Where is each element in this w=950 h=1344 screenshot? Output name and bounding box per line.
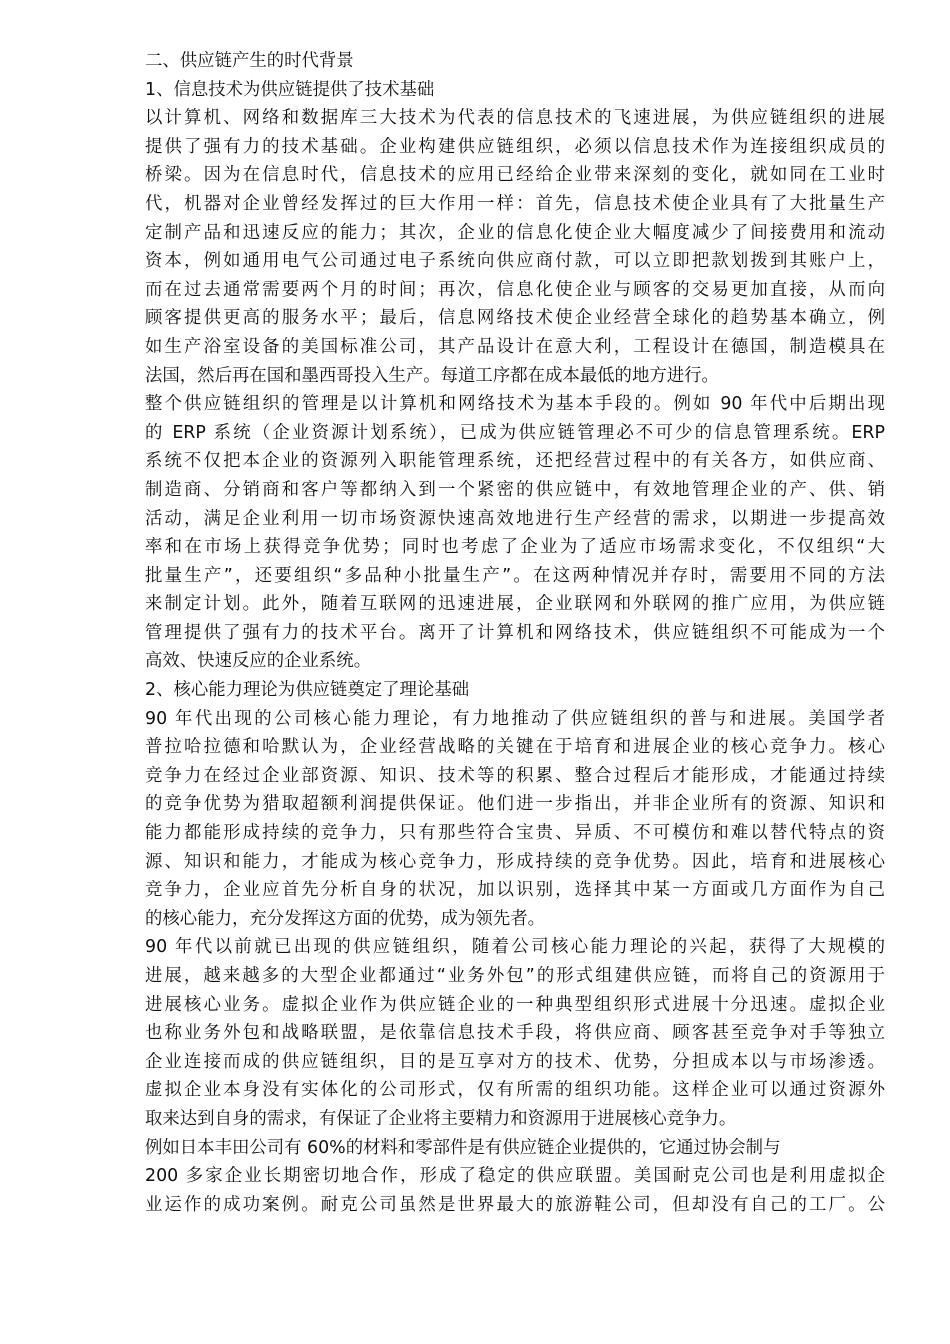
- paragraph-line: 以计算机、网络和数据库三大技术为代表的信息技术的飞速进展，为供应链组织的进展: [145, 108, 885, 129]
- paragraph-line: 的竞争优势为猎取超额利润提供保证。他们进一步指出，并非企业所有的资源、知识和: [145, 794, 885, 815]
- paragraph-line: 系统不仅把本企业的资源列入职能管理系统，还把经营过程中的有关各方，如供应商、: [145, 451, 885, 472]
- paragraph-line: 定制产品和迅速反应的能力；其次，企业的信息化使企业大幅度减少了间接费用和流动: [145, 222, 885, 243]
- paragraph-line: 竞争力，企业应首先分析自身的状况，加以识别，选择其中某一方面或几方面作为自己: [145, 880, 885, 901]
- paragraph-line: 管理提供了强有力的技术平台。离开了计算机和网络技术，供应链组织不可能成为一个: [145, 622, 885, 643]
- paragraph-line: 的 ERP 系统（企业资源计划系统），已成为供应链管理必不可少的信息管理系统。ERP: [145, 422, 885, 443]
- paragraph-line: 业运作的成功案例。耐克公司虽然是世界最大的旅游鞋公司，但却没有自己的工厂。公: [145, 1194, 885, 1215]
- paragraph-line: 而在过去通常需要两个月的时间；再次，信息化使企业与顾客的交易更加直接，从而向: [145, 279, 885, 300]
- paragraph-line: 高效、快速反应的企业系统。: [145, 651, 372, 672]
- paragraph-line: 也称业务外包和战略联盟，是依靠信息技术手段，将供应商、顾客甚至竞争对手等独立: [145, 1023, 885, 1044]
- subsection-title-1: 1、信息技术为供应链提供了技术基础: [145, 79, 435, 100]
- paragraph-line: 法国，然后再在国和墨西哥投入生产。每道工序都在成本最低的地方进行。: [145, 365, 719, 386]
- paragraph-line: 例如日本丰田公司有 60%的材料和零部件是有供应链企业提供的，它通过协会制与: [145, 1137, 781, 1158]
- paragraph-line: 普拉哈拉德和哈默认为，企业经营战略的关键在于培育和进展企业的核心竞争力。核心: [145, 737, 885, 758]
- paragraph-line: 的核心能力，充分发挥这方面的优势，成为领先者。: [145, 908, 545, 929]
- paragraph-line: 提供了强有力的技术基础。企业构建供应链组织，必须以信息技术作为连接组织成员的: [145, 136, 885, 157]
- paragraph-line: 桥梁。因为在信息时代，信息技术的应用已经给企业带来深刻的变化，就如同在工业时: [145, 165, 885, 186]
- paragraph-line: 活动，满足企业利用一切市场资源快速高效地进行生产经营的需求，以期进一步提高效: [145, 508, 885, 529]
- paragraph-line: 进展，越来越多的大型企业都通过“业务外包”的形式组建供应链，而将自己的资源用于: [145, 966, 885, 986]
- paragraph-line: 资本，例如通用电气公司通过电子系统向供应商付款，可以立即把款划拨到其账户上，: [145, 251, 885, 272]
- subsection-title-2: 2、核心能力理论为供应链奠定了理论基础: [145, 680, 470, 701]
- paragraph-1: [145, 104, 885, 390]
- section-title: 二、供应链产生的时代背景: [145, 51, 354, 71]
- paragraph-4: [145, 933, 885, 1133]
- paragraph-line: 取来达到自身的需求，有保证了企业将主要精力和资源用于进展核心竞争力。: [145, 1108, 737, 1129]
- paragraph-line: 源、知识和能力，才能成为核心竞争力，形成持续的竞争优势。因此，培育和进展核心: [145, 851, 885, 872]
- paragraph-line: 90 年代出现的公司核心能力理论，有力地推动了供应链组织的普与和进展。美国学者: [145, 708, 885, 729]
- paragraph-line: 来制定计划。此外，随着互联网的迅速进展，企业联网和外联网的推广应用，为供应链: [145, 594, 885, 615]
- paragraph-line: 制造商、分销商和客户等都纳入到一个紧密的供应链中，有效地管理企业的产、供、销: [145, 479, 885, 500]
- paragraph-line: 企业连接而成的供应链组织，目的是互享对方的技术、优势，分担成本以与市场渗透。: [145, 1051, 885, 1072]
- paragraph-line: 如生产浴室设备的美国标准公司，其产品设计在意大利，工程设计在德国，制造模具在: [145, 336, 885, 357]
- paragraph-line: 顾客提供更高的服务水平；最后，信息网络技术使企业经营全球化的趋势基本确立，例: [145, 308, 885, 329]
- paragraph-line: 整个供应链组织的管理是以计算机和网络技术为基本手段的。例如 90 年代中后期出现: [145, 394, 885, 415]
- paragraph-line: 批量生产”，还要组织“多品种小批量生产”。在这两种情况并存时，需要用不同的方法: [145, 565, 885, 586]
- paragraph-5: [145, 1134, 885, 1220]
- paragraph-line: 代，机器对企业曾经发挥过的巨大作用一样：首先，信息技术使企业具有了大批量生产: [145, 193, 885, 214]
- document-body: [145, 47, 885, 1219]
- paragraph-line: 虚拟企业本身没有实体化的公司形式，仅有所需的组织功能。这样企业可以通过资源外: [145, 1080, 885, 1101]
- paragraph-3: [145, 705, 885, 934]
- paragraph-line: 200 多家企业长期密切地合作，形成了稳定的供应联盟。美国耐克公司也是利用虚拟企: [145, 1166, 885, 1187]
- paragraph-line: 能力都能形成持续的竞争力，只有那些符合宝贵、异质、不可模仿和难以替代特点的资: [145, 823, 885, 844]
- paragraph-line: 竞争力在经过企业部资源、知识、技术等的积累、整合过程后才能形成，才能通过持续: [145, 765, 885, 786]
- paragraph-line: 率和在市场上获得竞争优势；同时也考虑了企业为了适应市场需求变化，不仅组织“大: [145, 537, 885, 558]
- paragraph-line: 进展核心业务。虚拟企业作为供应链企业的一种典型组织形式进展十分迅速。虚拟企业: [145, 994, 885, 1015]
- paragraph-line: 90 年代以前就已出现的供应链组织，随着公司核心能力理论的兴起，获得了大规模的: [145, 937, 885, 958]
- paragraph-2: [145, 390, 885, 676]
